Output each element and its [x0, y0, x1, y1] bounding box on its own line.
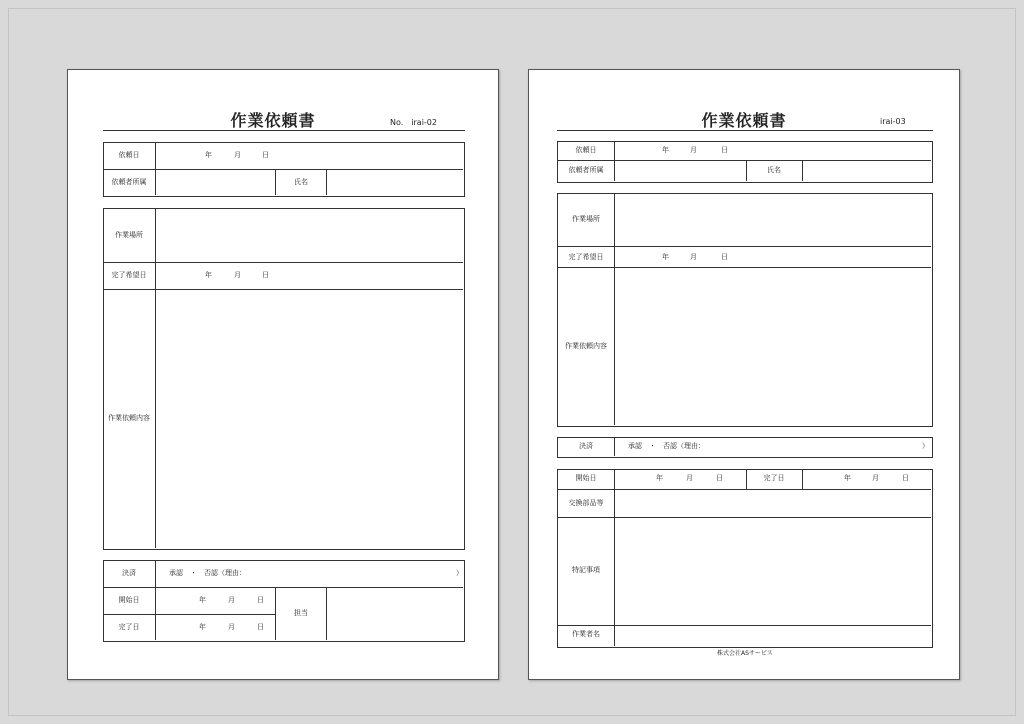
year-label: 年 [199, 596, 206, 604]
row-divider [558, 489, 931, 490]
month-label: 月 [228, 596, 235, 604]
row-divider [558, 160, 931, 161]
sheet-title: 作業依頼書 [230, 111, 316, 130]
row-divider [558, 517, 931, 518]
day-label: 日 [721, 253, 728, 261]
row-divider [558, 625, 931, 626]
label-decision: 決済 [579, 442, 593, 450]
sheet-title: 作業依頼書 [701, 111, 787, 130]
col-divider [326, 587, 327, 640]
label-special-notes: 特記事項 [572, 566, 600, 574]
year-label: 年 [199, 623, 206, 631]
row-divider [104, 262, 463, 263]
day-label: 日 [716, 474, 723, 482]
label-request-details: 作業依頼内容 [108, 414, 150, 422]
col-divider [614, 194, 615, 425]
form-sheet-irai-03 [528, 69, 960, 680]
label-request-date: 依頼日 [118, 151, 140, 159]
title-underline [557, 130, 933, 131]
day-label: 日 [262, 271, 269, 279]
row-divider [558, 267, 931, 268]
requester-info-table [557, 141, 933, 183]
row-divider [104, 587, 463, 588]
year-label: 年 [205, 151, 212, 159]
label-requester-dept: 依頼者所属 [111, 178, 147, 186]
col-divider [802, 470, 803, 489]
col-divider [614, 470, 615, 646]
label-work-location: 作業場所 [572, 215, 600, 223]
month-label: 月 [228, 623, 235, 631]
approval-options: 承認 ・ 否認（理由： [169, 569, 246, 577]
col-divider [275, 587, 276, 640]
day-label: 日 [257, 623, 264, 631]
work-request-table [103, 208, 465, 550]
month-label: 月 [234, 151, 241, 159]
col-divider [275, 169, 276, 195]
day-label: 日 [902, 474, 909, 482]
label-desired-completion: 完了希望日 [568, 253, 604, 261]
row-divider [104, 614, 275, 615]
col-divider [614, 142, 615, 181]
close-paren: ） [456, 569, 463, 577]
row-divider [104, 169, 463, 170]
year-label: 年 [656, 474, 663, 482]
doc-number: irai-03 [880, 117, 906, 126]
col-divider [802, 160, 803, 181]
col-divider [155, 561, 156, 640]
decision-table [557, 437, 933, 458]
label-requester-dept: 依頼者所属 [568, 166, 604, 174]
label-desired-completion: 完了希望日 [111, 271, 147, 279]
year-label: 年 [844, 474, 851, 482]
month-label: 月 [686, 474, 693, 482]
month-label: 月 [872, 474, 879, 482]
row-divider [104, 289, 463, 290]
label-person-in-charge: 担当 [294, 609, 308, 617]
label-end-date: 完了日 [763, 474, 785, 482]
label-request-date: 依頼日 [575, 146, 597, 154]
day-label: 日 [262, 151, 269, 159]
col-divider [614, 438, 615, 456]
requester-info-table [103, 142, 465, 197]
label-decision: 決済 [122, 569, 136, 577]
col-divider [326, 169, 327, 195]
work-report-table [557, 469, 933, 648]
label-start-date: 開始日 [118, 596, 140, 604]
label-worker-name: 作業者名 [572, 630, 600, 638]
day-label: 日 [721, 146, 728, 154]
year-label: 年 [205, 271, 212, 279]
close-paren: ） [922, 442, 929, 450]
month-label: 月 [690, 253, 697, 261]
label-parts-replaced: 交換部品等 [568, 499, 604, 507]
day-label: 日 [257, 596, 264, 604]
label-start-date: 開始日 [575, 474, 597, 482]
approval-options: 承認 ・ 否認（理由： [628, 442, 705, 450]
approval-table [103, 560, 465, 642]
title-underline [103, 130, 465, 131]
company-footer: 株式会社ASサービス [717, 650, 773, 657]
col-divider [746, 470, 747, 489]
form-sheet-irai-02 [67, 69, 499, 680]
year-label: 年 [662, 146, 669, 154]
month-label: 月 [234, 271, 241, 279]
row-divider [558, 246, 931, 247]
doc-number: No. irai-02 [390, 118, 437, 127]
label-name: 氏名 [767, 166, 781, 174]
label-work-location: 作業場所 [115, 231, 143, 239]
label-request-details: 作業依頼内容 [565, 342, 607, 350]
year-label: 年 [662, 253, 669, 261]
label-end-date: 完了日 [118, 623, 140, 631]
work-request-table [557, 193, 933, 427]
col-divider [746, 160, 747, 181]
month-label: 月 [690, 146, 697, 154]
label-name: 氏名 [294, 178, 308, 186]
col-divider [155, 209, 156, 548]
